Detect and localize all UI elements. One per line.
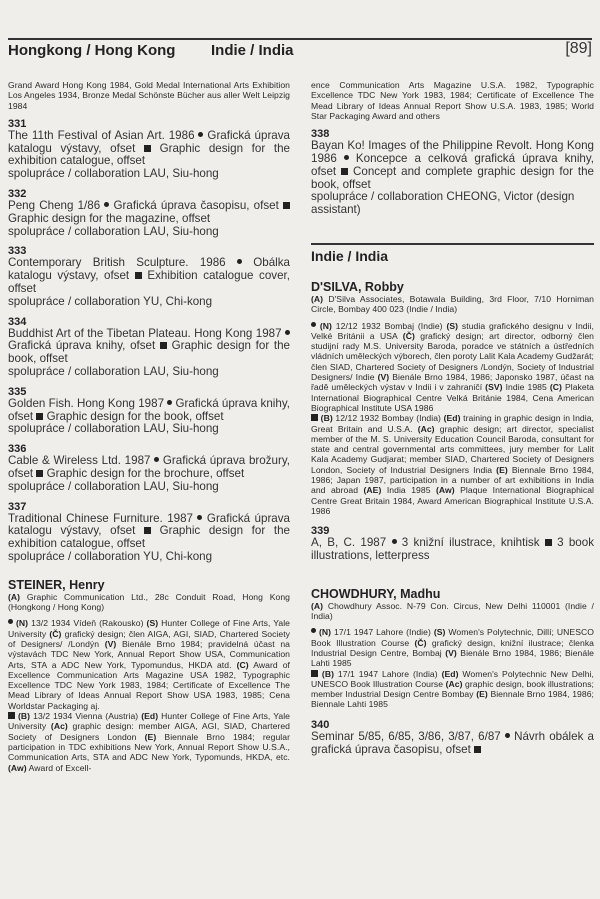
entry-desc-en: Concept and complete graphic design for the book, offset: [311, 164, 595, 191]
bio-tag: (E): [144, 731, 157, 742]
page-header: [8, 38, 592, 62]
section-title: Indie / India: [311, 243, 594, 264]
bullet-dot-icon: [285, 330, 290, 335]
bio-tag: (S): [433, 627, 446, 638]
entry-number: 331: [8, 117, 27, 130]
catalogue-entry: [8, 316, 290, 379]
bio-text: 12/12 1932 Bombay (India): [332, 413, 444, 424]
bio-en: [311, 413, 594, 516]
entry-collaboration: spolupráce / collaboration CHEONG, Victor (design assistant): [311, 190, 575, 217]
bio-text: Plaketa International Biographical Centre Velká Británie 1984, Cena American Biographical Institute USA 1986: [311, 382, 594, 413]
entry-description: [8, 130, 290, 168]
entry-collaboration: spolupráce / collaboration LAU, Siu-hong: [8, 365, 219, 379]
bio-tag: (Ac): [417, 423, 435, 434]
left-column: [8, 80, 290, 773]
running-head-mid: Indie / India: [211, 42, 294, 59]
entry-description: [311, 731, 594, 757]
entry-desc-en: Graphic design for the exhibition catalogue, offset: [8, 141, 290, 168]
entry-description: [8, 455, 290, 481]
bio-text: Biennale Brno 1984, 1986; Biennale Lahti 1985: [311, 689, 594, 710]
bio-tag: (B): [320, 413, 333, 424]
bio-text: graphic design, book illustrations; member Industrial Design Centre Bombay: [311, 678, 594, 700]
entry-desc-cz: Grafická úprava knihy, ofset: [8, 396, 290, 423]
bio-tag: (Č): [402, 330, 415, 341]
bio-tag: (Č): [49, 628, 62, 639]
entry-collaboration: spolupráce / collaboration LAU, Siu-hong: [8, 224, 219, 238]
entry-desc-en: Graphic design for the book, offset: [8, 339, 291, 366]
bio-tag: (Aw): [436, 485, 455, 496]
bio-text: 13/2 1934 Vídeň (Rakousko): [28, 618, 147, 629]
bio-text: Biennale Brno 1984, 1986; Japan 1987, participation in a number of art exhibitions in India and abroad: [311, 464, 594, 496]
entry-number: 334: [8, 315, 27, 328]
entry-collaboration: spolupráce / collaboration YU, Chi-kong: [8, 294, 213, 308]
bio-text: Award of Excellence Communication Arts Magazine USA 1982, Typographic Excellence TDC New York 1983, 1984; Certificate of Excellence The Mead Library of Ideas Annual Report Show USA 1983, 1985; Cena Worldstar Packaging aj.: [8, 659, 290, 711]
entry-title: Golden Fish. Hong Kong 1987: [8, 396, 168, 410]
entry-desc-cz: Grafická úprava knihy, ofset: [8, 339, 160, 353]
entry-desc-en: Graphic design for the exhibition catalogue, offset: [8, 524, 290, 551]
running-head-left: Hongkong / Hong Kong: [8, 42, 176, 59]
bio-tag: (SV): [485, 382, 503, 393]
entry-title: Cable & Wireless Ltd. 1987: [8, 454, 155, 468]
entry-desc-cz: 3 knižní ilustrace, knihtisk: [396, 536, 545, 550]
address: Graphic Communication Ltd., 28c Conduit Road, Hong Kong (Hongkong / Hong Kong): [8, 591, 290, 613]
bullet-square-icon: [311, 670, 318, 677]
catalogue-entries: [8, 118, 290, 564]
bio-text: 17/1 1947 Lahore (Indie): [331, 627, 434, 638]
catalogue-entry: [8, 443, 290, 493]
bullet-square-icon: [8, 712, 15, 719]
bio-en: [8, 711, 290, 773]
bio-tag: (Ed): [443, 413, 461, 424]
entry-collaboration: spolupráce / collaboration YU, Chi-kong: [8, 550, 213, 564]
bio-text: Plaque International Biographical Centre Great Britain 1984, Award American Biographical Institute U.S.A. 1986: [311, 485, 594, 516]
bullet-square-icon: [283, 202, 290, 209]
bio-text: Bienále Brno 1984; pravidelná účast na výstavách TDC New York, Annual Report Show USA, Communication Arts, STA a ADC New York, Typomundus, HKDA atd.: [8, 639, 290, 670]
bio-tag: (Ed): [441, 668, 459, 679]
entry-desc-en: Graphic design for the book, offset: [43, 409, 224, 423]
bio-cz: [311, 321, 594, 414]
bio-text: graphic design: member AIGA, AGI, SIAD, Chartered Society of Designers London: [8, 721, 290, 742]
bullet-dot-icon: [311, 628, 316, 633]
address: D'Silva Associates, Botawala Building, 3rd Floor, 7/10 Horniman Circle, Bombay 400 023 (Indie / India): [311, 293, 594, 315]
bullet-dot-icon: [311, 322, 316, 327]
entry-number: 335: [8, 385, 27, 398]
bio-tag: (Ed): [141, 711, 159, 722]
bio-text: studia grafického designu v Indii, Velké Británii a USA: [311, 320, 594, 341]
bio-text: Indie 1985: [502, 382, 550, 393]
entry-title: A, B, C. 1987: [311, 536, 392, 550]
bio-text: Bienále Brno 1984, 1986; Japonsko 1987, účast na řadě uměleckých výstav v Indii i v zahraničí: [311, 372, 594, 393]
bio-text: 12/12 1932 Bombaj (Indie): [331, 320, 447, 331]
person-name: CHOWDHURY, Madhu: [311, 586, 441, 601]
intro-text: Grand Award Hong Kong 1984, Gold Medal International Arts Exhibition Los Angeles 1934, Bronze Medal Schönste Bücher aus aller Welt Leipzig 1984: [8, 80, 290, 111]
right-column: [311, 80, 594, 756]
person-chowdhury: [311, 587, 594, 710]
entry-number: 336: [8, 443, 27, 456]
bio-text: training in graphic design in India, Great Britain and U.S.A.: [311, 413, 594, 434]
bullet-square-icon: [311, 414, 318, 421]
bio-tag: (V): [104, 639, 117, 649]
entry-description: [8, 200, 290, 226]
entry-desc-en: Graphic design for the brochure, offset: [43, 467, 245, 481]
entry-desc-cz: Grafická úprava katalogu výstavy, ofset: [8, 128, 290, 155]
entry-title: The 11th Festival of Asian Art. 1986: [8, 128, 199, 142]
entry-number: 339: [311, 525, 330, 538]
catalogue-entry: [8, 245, 290, 308]
address: Chowdhury Assoc. N-79 Con. Circus, New Delhi 110001 (Indie / India): [311, 600, 594, 622]
bio-text: India 1985: [381, 485, 436, 496]
entry-title: Buddhist Art of the Tibetan Plateau. Hong Kong 1987: [8, 326, 285, 340]
entry-desc-en: Exhibition catalogue cover, offset: [8, 269, 290, 296]
entry-title: Contemporary British Sculpture. 1986: [8, 256, 237, 270]
continuation-text: ence Communication Arts Magazine U.S.A. 1982, Typographic Excellence TDC New York 1983, 1984; Certificate of Excellence The Mead Library of Ideas Annual Report Show U.S.A. 1983, 1985; World Star Packaging Award and others: [311, 80, 594, 121]
entry-number: 338: [311, 128, 330, 141]
catalogue-entry: [8, 118, 290, 181]
entry-collaboration: spolupráce / collaboration LAU, Siu-hong: [8, 479, 219, 493]
entry-number: 340: [311, 718, 330, 731]
bio-text: graphic design; art director, specialist member of the M. S. University Education Council Baroda, consultant for state and central governmental arts committees, jury member for Lalit Kala Academy Gudjarat; member SIAD, Chartered Society of Designers London, Society of Industrial Designers India: [311, 423, 595, 475]
bio-tag: (C): [549, 382, 562, 393]
entry-title: Peng Cheng 1/86: [8, 199, 105, 213]
entry-number: 332: [8, 188, 27, 201]
person-dsilva: [311, 280, 594, 516]
entry-338: [311, 128, 594, 217]
bio-cz: [8, 618, 290, 711]
catalogue-entry: [8, 501, 290, 564]
bio-en: [311, 669, 594, 710]
person-name: STEINER, Henry: [8, 577, 105, 592]
bio-text: Bienále Brno 1984, 1986; Bienále Lahti 1985: [311, 647, 595, 669]
catalogue-entry: [8, 386, 290, 436]
bio-tag: (S): [146, 618, 159, 629]
bullet-square-icon: [135, 272, 142, 279]
bio-tag: (N): [318, 627, 332, 638]
entry-title: Traditional Chinese Furniture. 1987: [8, 511, 198, 525]
bio-tag: (Č): [414, 637, 427, 648]
entry-description: [8, 257, 290, 295]
bio-text: grafický design; člen AIGA, AGI, SIAD, Chartered Society of Designers/ /Londýn: [8, 628, 290, 649]
entry-description: [311, 140, 594, 191]
entry-desc-en: 3 book illustrations, letterpress: [311, 536, 594, 562]
entry-desc-cz: Obálka katalogu výstavy, ofset: [8, 256, 290, 283]
entry-number: 337: [8, 500, 27, 513]
bullet-square-icon: [474, 746, 481, 753]
bullet-square-icon: [545, 539, 552, 546]
bio-text: 17/1 1947 Lahore (India): [334, 668, 442, 679]
entry-desc-cz: Návrh obálek a grafická úprava časopisu, ofset: [311, 729, 594, 756]
bio-tag: (N): [16, 618, 29, 629]
entry-collaboration: spolupráce / collaboration LAU, Siu-hong: [8, 167, 219, 181]
bio-text: Women's Polytechnic New Delhi, UNESCO Book Illustration Course: [311, 668, 594, 689]
entry-desc-cz: Grafická úprava katalogu výstavy, ofset: [8, 511, 290, 538]
bio-text: Biennale Brno 1984; regular participation in TDC exhibitions New York, Annual Report Show U.S.A., Communication Arts, STA and ADC New York, Typomunds, HKDA, etc.: [8, 731, 290, 763]
entry-desc-cz: Koncepce a celková grafická úprava knihy, ofset: [311, 151, 595, 178]
bullet-dot-icon: [8, 619, 13, 624]
person-steiner: [8, 578, 290, 773]
bio-tag: (N): [319, 320, 332, 331]
entry-number: 333: [8, 245, 27, 258]
bio-tag: (E): [496, 464, 508, 475]
bullet-square-icon: [144, 145, 151, 152]
bio-tag: (Aw): [8, 762, 27, 773]
bio-tag: (S): [446, 320, 459, 331]
bullet-square-icon: [160, 342, 167, 349]
entry-desc-cz: Grafická úprava brožury, ofset: [8, 454, 290, 481]
entry-description: [311, 537, 594, 563]
entry-collaboration: spolupráce / collaboration LAU, Siu-hong: [8, 422, 219, 436]
page-number: [89]: [565, 40, 592, 57]
person-name: D'SILVA, Robby: [311, 279, 404, 294]
bio-text: Hunter College of Fine Arts, Yale University: [8, 711, 290, 732]
entry-title: Seminar 5/85, 6/85, 3/86, 3/87, 6/87: [311, 729, 505, 743]
entry-description: [8, 398, 290, 424]
bio-tag: (E): [476, 689, 488, 700]
bullet-square-icon: [144, 527, 151, 534]
bio-tag: (V): [377, 372, 390, 383]
bio-tag: (B): [18, 711, 31, 722]
address-tag: (A): [311, 293, 324, 304]
bio-text: Hunter College of Fine Arts, Yale University: [8, 618, 290, 639]
bio-tag: (Ac): [445, 678, 463, 689]
entry-title: Bayan Ko! Images of the Philippine Revolt. Hong Kong 1986: [311, 139, 594, 165]
entry-desc-cz: Grafická úprava časopisu, ofset: [109, 199, 283, 213]
bio-tag: (C): [236, 659, 249, 670]
entry-339: [311, 525, 594, 563]
bio-text: grafický design, knižní ilustrace; členka Industrial Design Centre, Bombaj: [311, 637, 594, 658]
catalogue-entry: [8, 188, 290, 238]
bio-tag: (AE): [363, 485, 382, 496]
address-tag: (A): [311, 600, 324, 611]
bio-text: 13/2 1934 Vienna (Austria): [30, 711, 142, 722]
bio-tag: (Ac): [50, 721, 68, 732]
entry-340: [311, 719, 594, 757]
address-tag: (A): [8, 591, 21, 602]
entry-description: [8, 328, 290, 366]
entry-description: [8, 513, 290, 551]
bio-tag: (V): [445, 647, 457, 658]
bio-text: grafický design; art director, odborný člen studijní rady M.S. University Baroda, poradce ve státních a ústředních vládních uměleckých výborech, člen poroty Lalit Kala Academy Gudžarát; člen SIAD, Chartered Society of Designers /Londýn, Society of Industrial Designers/ Indie: [311, 330, 594, 383]
bio-cz: [311, 627, 594, 668]
entry-desc-en: Graphic design for the magazine, offset: [8, 211, 211, 225]
bio-text: Women's Polytechnic, Dillí; UNESCO Book Illustration Course: [311, 627, 594, 648]
bio-text: Award of Excell-: [26, 762, 92, 773]
bio-tag: (B): [321, 668, 335, 679]
